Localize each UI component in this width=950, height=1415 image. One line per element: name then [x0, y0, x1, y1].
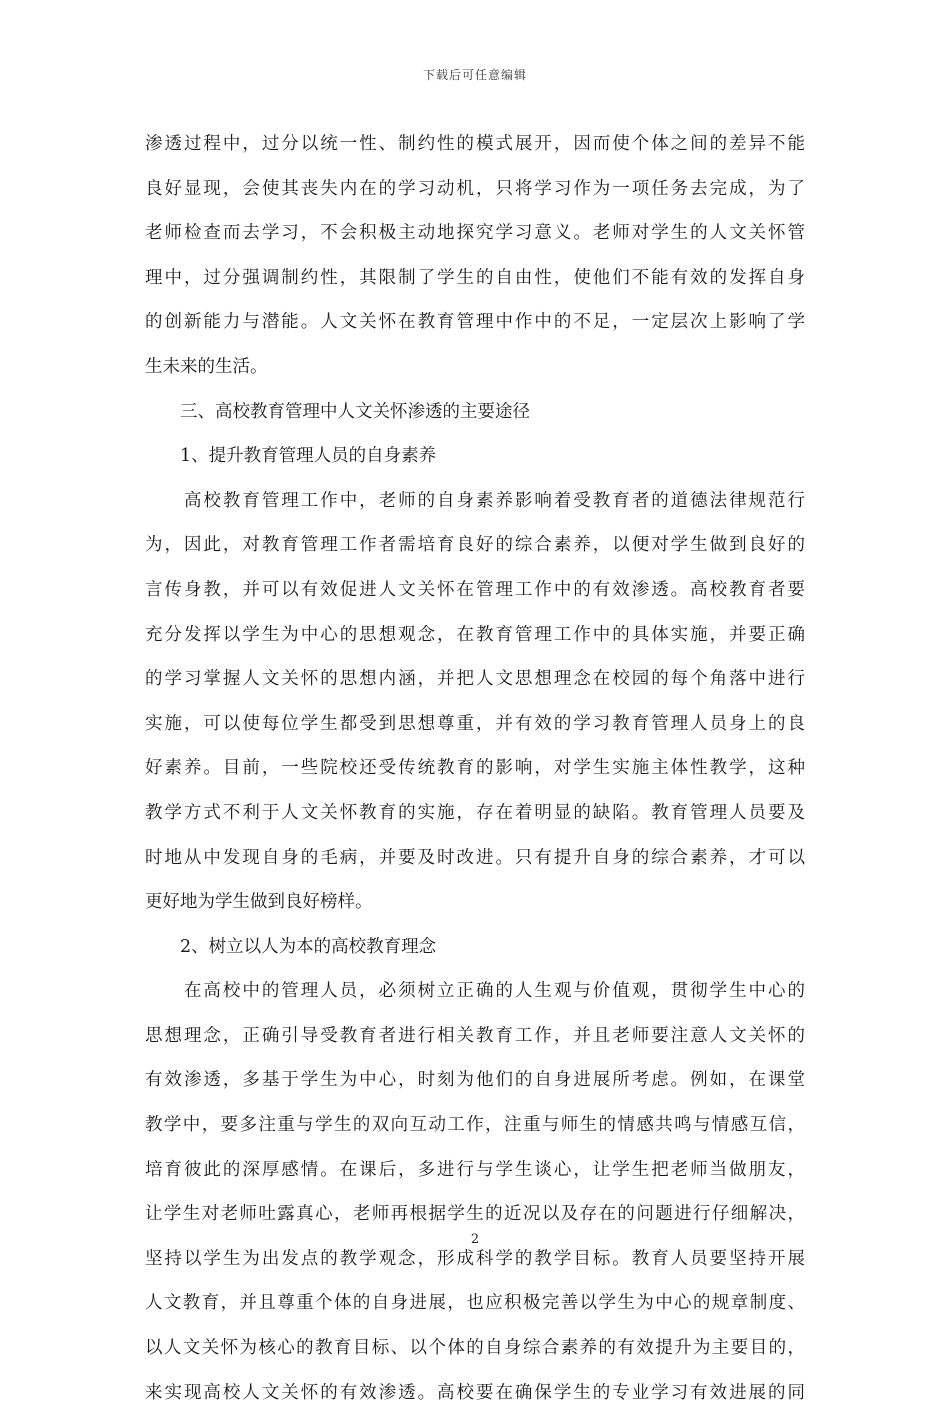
- text-line: 培育彼此的深厚感情。在课后，多进行与学生谈心，让学生把老师当做朋友，: [145, 1159, 805, 1180]
- section-heading: 1、提升教育管理人员的自身素养: [145, 446, 437, 467]
- page-number: 2: [470, 1232, 480, 1247]
- section-heading: 三、高校教育管理中人文关怀渗透的主要途径: [145, 401, 530, 422]
- text-line: 更好地为学生做到良好榜样。: [145, 892, 373, 913]
- text-line: 生未来的生活。: [145, 356, 268, 377]
- text-line: 来实现高校人文关怀的有效渗透。高校要在确保学生的专业学习有效进展的同: [145, 1382, 805, 1403]
- text-line: 高校教育管理工作中，老师的自身素养影响着受教育者的道德法律规范行: [145, 490, 805, 511]
- text-line: 有效渗透，多基于学生为中心，时刻为他们的自身进展所考虑。例如，在课堂: [145, 1070, 805, 1091]
- text-line: 充分发挥以学生为中心的思想观念，在教育管理工作中的具体实施，并要正确: [145, 624, 805, 645]
- text-line: 好素养。目前，一些院校还受传统教育的影响，对学生实施主体性教学，这种: [145, 758, 805, 779]
- text-line: 思想理念，正确引导受教育者进行相关教育工作，并且老师要注意人文关怀的: [145, 1025, 805, 1046]
- text-line: 在高校中的管理人员，必须树立正确的人生观与价值观，贯彻学生中心的: [145, 981, 805, 1002]
- text-line: 良好显现，会使其丧失内在的学习动机，只将学习作为一项任务去完成，为了: [145, 178, 805, 199]
- text-line: 渗透过程中，过分以统一性、制约性的模式展开，因而使个体之间的差异不能: [145, 134, 805, 154]
- text-line: 坚持以学生为出发点的教学观念，形成科学的教学目标。教育人员要坚持开展: [145, 1248, 805, 1269]
- text-line: 实施，可以使每位学生都受到思想尊重，并有效的学习教育管理人员身上的良: [145, 713, 805, 734]
- text-line: 言传身教，并可以有效促进人文关怀在管理工作中的有效渗透。高校教育者要: [145, 579, 805, 600]
- document-body: [145, 122, 805, 1415]
- text-line: 的创新能力与潜能。人文关怀在教育管理中作中的不足，一定层次上影响了学: [145, 312, 805, 333]
- section-heading: 2、树立以人为本的高校教育理念: [145, 936, 437, 957]
- text-line: 以人文关怀为核心的教育目标、以个体的自身综合素养的有效提升为主要目的，: [145, 1338, 805, 1359]
- text-line: 时地从中发现自身的毛病，并要及时改进。只有提升自身的综合素养，才可以: [145, 847, 805, 868]
- text-line: 让学生对老师吐露真心，老师再根据学生的近况以及存在的问题进行仔细解决，: [145, 1204, 805, 1225]
- text-line: 的学习掌握人文关怀的思想内涵，并把人文思想理念在校园的每个角落中进行: [145, 669, 805, 690]
- text-line: 为，因此，对教育管理工作者需培育良好的综合素养，以便对学生做到良好的: [145, 535, 805, 556]
- text-line: 人文教育，并且尊重个体的自身进展，也应积极完善以学生为中心的规章制度、: [145, 1293, 805, 1314]
- text-line: 理中，过分强调制约性，其限制了学生的自由性，使他们不能有效的发挥自身: [145, 267, 805, 288]
- page-header: 下载后可任意编辑: [422, 68, 527, 82]
- text-line: 老师检查而去学习，不会积极主动地探究学习意义。老师对学生的人文关怀管: [145, 223, 805, 244]
- text-line: 教学中，要多注重与学生的双向互动工作，注重与师生的情感共鸣与情感互信，: [145, 1115, 805, 1136]
- text-line: 教学方式不利于人文关怀教育的实施，存在着明显的缺陷。教育管理人员要及: [145, 802, 805, 823]
